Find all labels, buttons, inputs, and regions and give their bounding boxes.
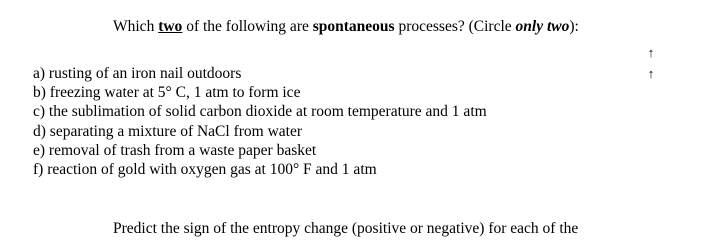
next-question-partial: Predict the sign of the entropy change (positive or negative) for each of the [113,220,579,237]
option-f[interactable]: f) reaction of gold with oxygen gas at 100° F and 1 atm [33,161,377,179]
question-emphasis-only-two: only two [515,18,570,35]
up-arrow-icon: ↑ [647,66,655,81]
question-emphasis-two: two [158,18,183,35]
option-b[interactable]: b) freezing water at 5° C, 1 atm to form ice [33,84,301,102]
option-d[interactable]: d) separating a mixture of NaCl from water [33,122,303,140]
question-emphasis-spontaneous: spontaneous [312,18,395,35]
option-e[interactable]: e) removal of trash from a waste paper basket [33,141,317,159]
question-suffix: ): [569,18,579,35]
answer-options-list [33,64,487,179]
up-arrow-icon: ↑ [647,45,655,60]
option-a[interactable]: a) rusting of an iron nail outdoors [33,65,242,82]
question-prompt [113,17,579,37]
question-middle: of the following are [182,18,313,35]
question-prefix: Which [113,18,159,35]
question-middle2: processes? (Circle [394,18,516,35]
option-c[interactable]: c) the sublimation of solid carbon dioxide at room temperature and 1 atm [33,103,487,121]
